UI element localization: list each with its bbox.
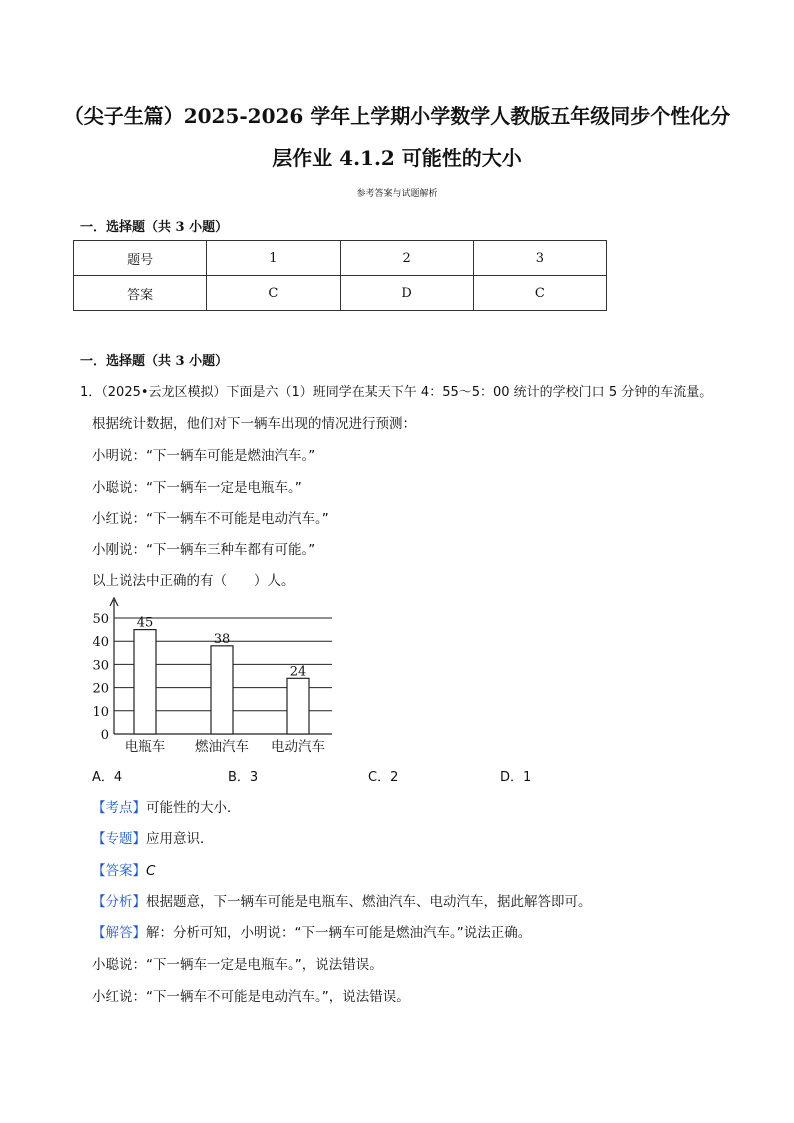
question-stem: 1．（2025•云龙区模拟）下面是六（1）班同学在某天下午 4：55～5：00 统计的学校门口 5 分钟的车流量。 [80,385,713,400]
option-c: C．2 [368,770,399,785]
analysis-line: 小红说：“下一辆车不可能是电动汽车。”，说法错误。 [92,989,410,1005]
question-line: 小红说：“下一辆车不可能是电动汽车。” [92,511,329,527]
table-row [74,276,607,311]
jieda-text: 解：分析可知，小明说：“下一辆车可能是燃油汽车。”说法正确。 [146,925,532,941]
y-tick-label: 40 [92,635,109,651]
bar-chart [80,596,340,756]
data-label: 45 [136,615,154,631]
analysis-jieda [92,921,531,941]
question-line: 小明说：“下一辆车可能是燃油汽车。” [92,448,316,464]
fenxi-tag: 【分析】 [92,894,146,910]
y-tick-label: 0 [100,728,109,743]
document-subtitle: 参考答案与试题解析 [356,189,438,199]
option-b: B．3 [228,770,259,785]
table-cell: 1 [207,241,340,276]
analysis-fenxi [92,890,592,910]
table-cell: 3 [473,241,606,276]
analysis-line: 小聪说：“下一辆车一定是电瓶车。”，说法错误。 [92,957,383,973]
zhuanti-tag: 【专题】 [92,831,146,847]
table-cell: C [473,276,606,311]
kaodian-text: 可能性的大小． [146,800,241,816]
y-tick-label: 30 [92,658,109,674]
option-a: A．4 [92,770,123,785]
analysis-answer [92,859,155,879]
table-row [74,241,607,276]
question-line: 以上说法中正确的有（ ）人。 [92,573,295,589]
bar [134,630,156,734]
question-line: 根据统计数据，他们对下一辆车出现的情况进行预测： [92,416,416,432]
y-tick-label: 10 [92,704,109,720]
table-cell: D [340,276,473,311]
document-title-line2: 层作业 4.1.2 可能性的大小 [272,146,522,170]
answer-tag: 【答案】 [92,863,146,879]
y-tick-label: 50 [92,612,109,627]
x-tick-label: 燃油汽车 [195,739,249,755]
bar [211,646,233,734]
option-d: D．1 [500,770,532,785]
zhuanti-text: 应用意识． [146,831,214,847]
x-tick-label: 电瓶车 [124,739,166,755]
table-cell: 答案 [74,276,207,311]
table-cell: C [207,276,340,311]
answer-table [73,240,607,311]
data-label: 24 [289,664,307,680]
question-line: 小聪说：“下一辆车一定是电瓶车。” [92,480,302,496]
answer-text: C [146,863,156,879]
table-cell: 题号 [74,241,207,276]
data-label: 38 [213,631,231,647]
section-heading-questions: 一．选择题（共 3 小题） [80,354,229,369]
kaodian-tag: 【考点】 [92,800,146,816]
table-cell: 2 [340,241,473,276]
y-tick-label: 20 [92,681,109,697]
analysis-zhuanti [92,827,214,847]
document-title-line1: （尖子生篇）2025-2026 学年上学期小学数学人教版五年级同步个性化分 [63,104,731,128]
section-heading-answers: 一．选择题（共 3 小题） [80,220,229,235]
fenxi-text: 根据题意，下一辆车可能是电瓶车、燃油汽车、电动汽车，据此解答即可。 [146,894,592,910]
bar [287,678,309,734]
x-tick-label: 电动汽车 [271,739,325,755]
jieda-tag: 【解答】 [92,925,146,941]
question-line: 小刚说：“下一辆车三种车都有可能。” [92,542,316,558]
analysis-kaodian [92,796,241,816]
